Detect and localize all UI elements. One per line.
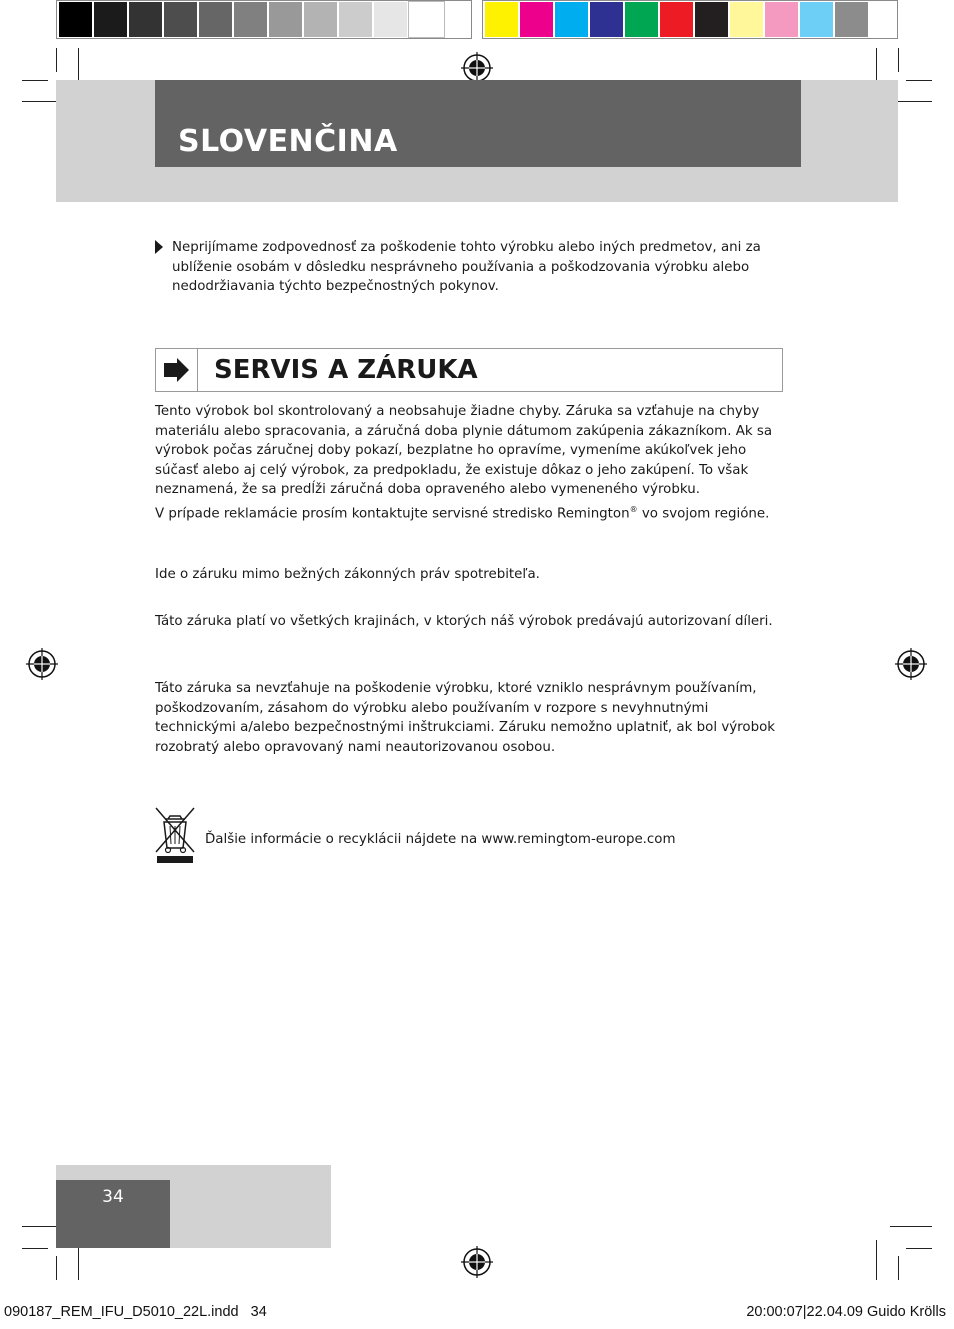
registered-mark: ® bbox=[629, 504, 638, 514]
recycling-text: Ďalšie informácie o recyklácii nájdete na www.remingtom-europe.com bbox=[205, 832, 676, 847]
gray-swatch bbox=[409, 2, 444, 37]
gray-swatch bbox=[339, 2, 374, 37]
color-swatch-row bbox=[485, 2, 870, 37]
gray-swatch bbox=[129, 2, 164, 37]
slug-timestamp: 20:00:07|22.04.09 Guido Krölls bbox=[746, 1304, 946, 1320]
color-swatch bbox=[520, 2, 555, 37]
color-swatch bbox=[835, 2, 870, 37]
crop-mark bbox=[22, 80, 48, 81]
countries-paragraph: Táto záruka platí vo všetkých krajinách, v ktorých náš výrobok predávajú autorizovaní díleri. bbox=[155, 614, 773, 629]
page-title: SLOVENČINA bbox=[178, 124, 398, 159]
gray-swatch bbox=[164, 2, 199, 37]
crop-mark bbox=[898, 48, 899, 72]
color-swatch bbox=[765, 2, 800, 37]
crop-mark bbox=[876, 1240, 877, 1280]
bullet-arrow-icon bbox=[155, 240, 163, 254]
weee-bin-icon bbox=[153, 806, 197, 866]
crop-mark bbox=[906, 80, 932, 81]
crop-mark bbox=[906, 1248, 932, 1249]
crop-mark bbox=[56, 48, 57, 72]
exclusions-paragraph: Táto záruka sa nevzťahuje na poškodenie výrobku, ktoré vzniklo nesprávnym používaním, poškodzovaním, zásahom do výrobku alebo používaním v rozpore s nevyhnutnými technickými a/alebo bezpečnostnými inštrukciami. Záruku nemožno uplatniť, ak bol výrobok rozobratý alebo opravovaný nami neautorizovanou osobou. bbox=[155, 681, 776, 755]
crop-mark bbox=[890, 1226, 932, 1227]
crop-mark bbox=[898, 1256, 899, 1280]
color-swatch bbox=[485, 2, 520, 37]
claim-text-end: vo svojom regióne. bbox=[637, 506, 770, 522]
color-swatch bbox=[660, 2, 695, 37]
claim-text: V prípade reklamácie prosím kontaktujte servisné stredisko Remington bbox=[155, 506, 630, 522]
warranty-text: Tento výrobok bol skontrolovaný a neobsahuje žiadne chyby. Záruka sa vzťahuje na chyby materiálu alebo spracovania, a záručná doba plynie dátumom zakúpenia zákazníkom. Ak sa výrobok počas záručnej doby pokazí, bezplatne ho opravíme, vymeníme akúkoľvek jeho súčasť alebo aj celý výrobok, za predpokladu, že existuje dôkaz o jeho zakúpení. To však neznamená, že sa predĺži záručná doba opraveného alebo vymeneného výrobku. bbox=[155, 404, 773, 498]
gray-swatch bbox=[94, 2, 129, 37]
registration-mark-icon bbox=[26, 648, 58, 680]
color-swatch bbox=[555, 2, 590, 37]
crop-mark bbox=[22, 1248, 48, 1249]
gray-swatch bbox=[199, 2, 234, 37]
consumer-rights-paragraph: Ide o záruku mimo bežných zákonných práv spotrebiteľa. bbox=[155, 567, 540, 582]
gray-swatch bbox=[59, 2, 94, 37]
registration-mark-icon bbox=[461, 1246, 493, 1278]
crop-mark bbox=[56, 1256, 57, 1280]
slug-file-info: 090187_REM_IFU_D5010_22L.indd 34 bbox=[4, 1304, 267, 1320]
gray-swatch bbox=[374, 2, 409, 37]
color-swatch bbox=[590, 2, 625, 37]
color-swatch bbox=[625, 2, 660, 37]
color-swatch bbox=[730, 2, 765, 37]
color-swatch bbox=[800, 2, 835, 37]
section-icon-cell bbox=[155, 348, 198, 392]
bullet-text: Neprijímame zodpovednosť za poškodenie tohto výrobku alebo iných predmetov, ani za ublíženie osobám v dôsledku nesprávneho používania a poškodzovania výrobku alebo nedodržiavania týchto bezpečnostných pokynov. bbox=[172, 240, 761, 295]
gray-swatch bbox=[304, 2, 339, 37]
gray-swatch bbox=[269, 2, 304, 37]
page-number: 34 bbox=[102, 1187, 124, 1207]
section-title: SERVIS A ZÁRUKA bbox=[214, 355, 478, 385]
color-swatch bbox=[695, 2, 730, 37]
gray-swatch bbox=[234, 2, 269, 37]
warranty-paragraph bbox=[155, 402, 775, 524]
registration-mark-icon bbox=[895, 648, 927, 680]
arrow-right-icon bbox=[155, 348, 198, 392]
gray-swatch-row bbox=[59, 2, 444, 37]
